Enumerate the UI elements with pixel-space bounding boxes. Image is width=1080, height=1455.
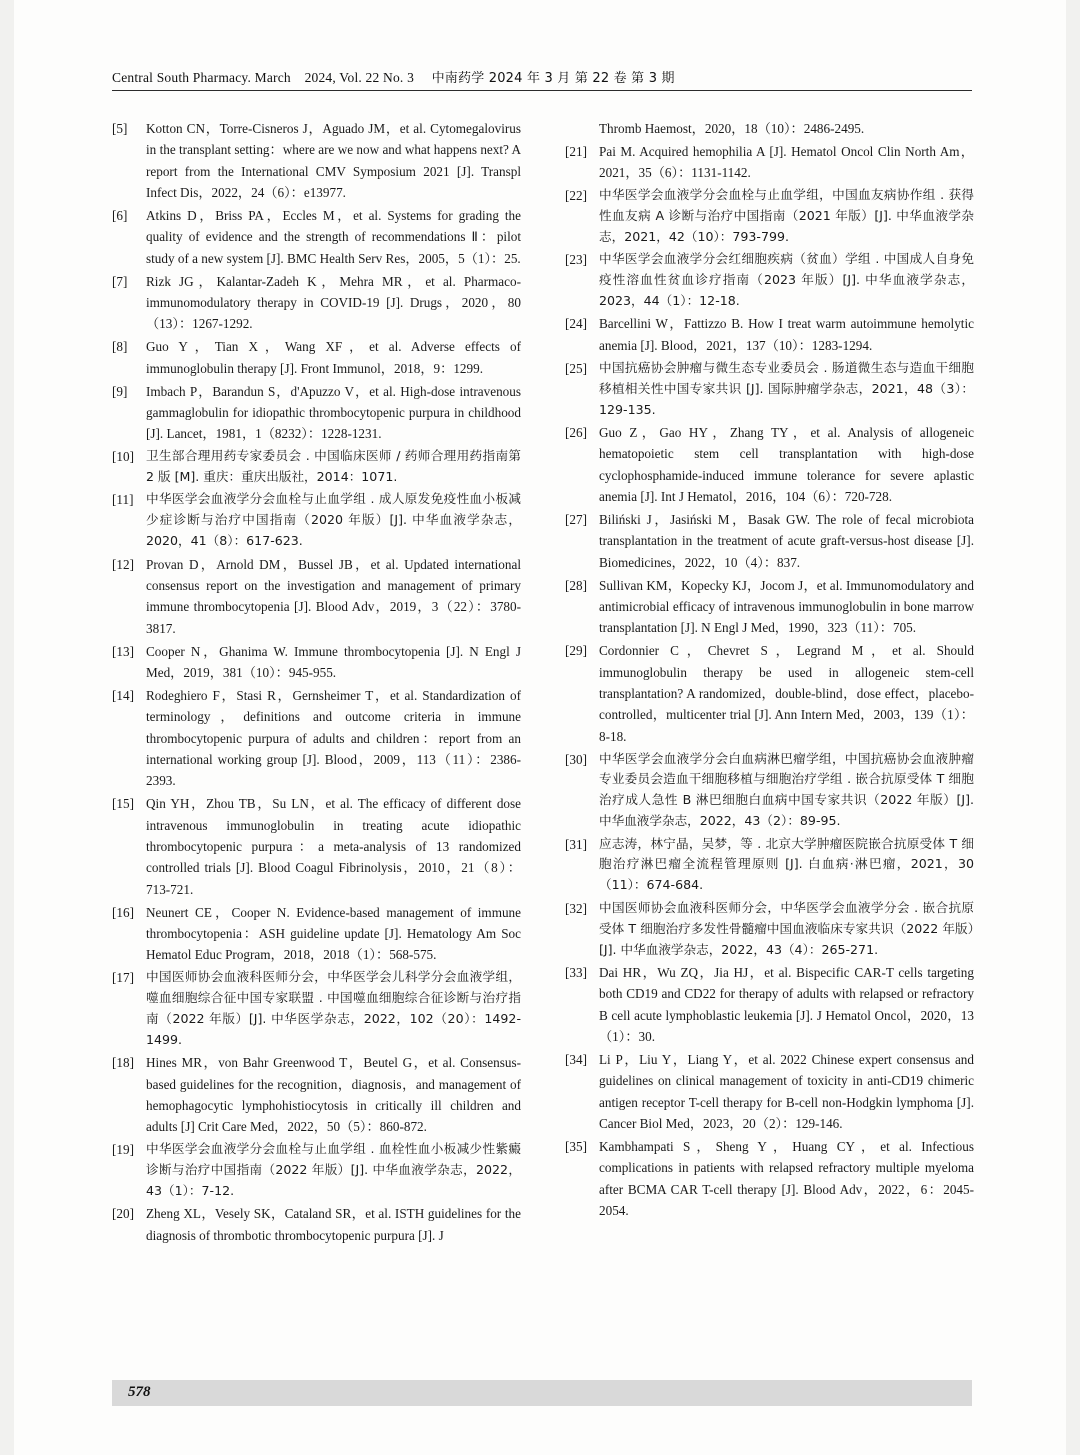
reference-number: [32] <box>565 900 587 916</box>
reference-number: [15] <box>112 796 134 812</box>
reference-item <box>112 1139 521 1202</box>
reference-number: [30] <box>565 751 587 767</box>
reference-item <box>565 422 974 508</box>
reference-text: Thromb Haemost，2020，18（10）：2486-2495. <box>599 121 865 136</box>
reference-item <box>565 898 974 961</box>
reference-text: Dai HR，Wu ZQ，Jia HJ，et al. Bispecific CAR-T cells targeting both CD19 and CD22 for therapy of adults with relapsed or refractory B cell acute lymphoblastic leukemia [J]. J Hematol Oncol，2020，13（1）：30. <box>599 964 974 1045</box>
reference-number: [11] <box>112 492 134 508</box>
reference-text: Sullivan KM，Kopecky KJ，Jocom J，et al. Immunomodulatory and antimicrobial efficacy of intravenous immunoglobulin in bone marrow transplantation [J]. N Engl J Med，1990，323（11）：705. <box>599 577 974 636</box>
reference-number: [13] <box>112 643 134 659</box>
reference-item <box>565 249 974 312</box>
reference-text: 中华医学会血液学分会血栓与止血学组 . 血栓性血小板减少性紫癜诊断与治疗中国指南（2022 年版）[J]. 中华血液学杂志，2022，43（1）：7-12. <box>146 1141 521 1199</box>
reference-number: [6] <box>112 208 128 223</box>
reference-columns <box>112 118 974 1248</box>
page-edge-right <box>1066 0 1080 1455</box>
reference-text: 中国医师协会血液科医师分会，中华医学会血液学分会 . 嵌合抗原受体 T 细胞治疗多发性骨髓瘤中国血液临床专家共识（2022 年版）[J]. 中华血液学杂志，2022，43（4）：265-271. <box>599 899 974 957</box>
reference-number: [31] <box>565 836 587 852</box>
reference-text: 卫生部合理用药专家委员会 . 中国临床医师 / 药师合理用药指南第 2 版 [M]. 重庆：重庆出版社，2014：1071. <box>146 448 521 485</box>
reference-text: 中华医学会血液学分会红细胞疾病（贫血）学组 . 中国成人自身免疫性溶血性贫血诊疗指南（2023 年版）[J]. 中华血液学杂志，2023，44（1）：12-18. <box>599 251 974 309</box>
reference-item <box>112 902 521 966</box>
reference-text: Guo Z，Gao HY，Zhang TY，et al. Analysis of allogeneic hematopoietic stem cell transplantation with high-dose cyclophosphamide-induced immune tolerance for severe aplastic anemia [J]. Int J Hematol，2016，104（6）：720-728. <box>599 424 974 505</box>
reference-item <box>565 1136 974 1222</box>
reference-item <box>565 640 974 747</box>
reference-column-left <box>112 118 521 1248</box>
reference-number: [7] <box>112 273 128 289</box>
reference-text: Li P，Liu Y，Liang Y，et al. 2022 Chinese expert consensus and guidelines on clinical management of toxicity in anti-CD19 chimeric antigen receptor T-cell therapy for B-cell non-Hodgkin lymphoma [J]. Cancer Biol Med，2023，20（2）：129-146. <box>599 1051 974 1132</box>
reference-item <box>112 271 521 335</box>
reference-item <box>112 336 521 379</box>
reference-text: 中国医师协会血液科医师分会，中华医学会儿科学分会血液学组，噬血细胞综合征中国专家联盟 . 中国噬血细胞综合征诊断与治疗指南（2022 年版）[J]. 中华医学杂志，2022，102（20）：1492-1499. <box>146 969 521 1047</box>
reference-text: Zheng XL，Vesely SK，Cataland SR，et al. ISTH guidelines for the diagnosis of thrombotic thrombocytopenic purpura [J]. J <box>146 1206 521 1243</box>
reference-number: [16] <box>112 904 134 920</box>
reference-text: 应志涛，林宁晶，吴梦，等 . 北京大学肿瘤医院嵌合抗原受体 T 细胞治疗淋巴瘤全流程管理原则 [J]. 白血病·淋巴瘤，2021，30（11）：674-684. <box>599 835 974 893</box>
page-edge-left <box>0 0 14 1455</box>
reference-item <box>565 575 974 639</box>
running-header <box>112 66 972 86</box>
reference-text: Imbach P，Barandun S，d'Apuzzo V，et al. High-dose intravenous gammaglobulin for idiopathic thrombocytopenic purpura in childhood [J]. Lancet，1981，1（8232）：1228-1231. <box>146 383 521 442</box>
reference-number: [14] <box>112 687 134 703</box>
reference-item <box>565 749 974 833</box>
reference-item <box>112 1203 521 1246</box>
reference-text: 中国抗癌协会肿瘤与微生态专业委员会 . 肠道微生态与造血干细胞移植相关性中国专家共识 [J]. 国际肿瘤学杂志，2021，48（3）：129-135. <box>599 359 974 417</box>
footer-band <box>112 1380 972 1406</box>
page-number: 578 <box>128 1384 151 1400</box>
reference-item <box>565 962 974 1048</box>
reference-text: Rodeghiero F，Stasi R，Gernsheimer T，et al. Standardization of terminology，definitions and outcome criteria in immune thrombocytopenic purpura of adults and children：report from an international working group [J]. Blood，2009，113（11）：2386-2393. <box>146 687 521 789</box>
reference-text: Rizk JG，Kalantar-Zadeh K，Mehra MR，et al. Pharmaco-immunomodulatory therapy in COVID-19 [J]. Drugs，2020，80（13）：1267-1292. <box>146 273 521 332</box>
reference-number: [23] <box>565 252 587 268</box>
reference-text: Kotton CN，Torre-Cisneros J，Aguado JM，et al. Cytomegalovirus in the transplant setting：where are we now and what happens next? A report from the International CMV Symposium 2021 [J]. Transpl Infect Dis，2022，24（6）：e13977. <box>146 121 521 201</box>
header-divider <box>112 90 972 91</box>
reference-item <box>565 834 974 897</box>
reference-item <box>565 118 974 139</box>
reference-text: Atkins D，Briss PA，Eccles M，et al. Systems for grading the quality of evidence and the strength of recommendations Ⅱ：pilot study of a new system [J]. BMC Health Serv Res，2005，5（1）：25. <box>146 208 521 266</box>
reference-number: [10] <box>112 449 134 465</box>
reference-number: [17] <box>112 970 134 986</box>
reference-text: Cordonnier C，Chevret S，Legrand M，et al. Should immunoglobulin therapy be used in allogeneic stem-cell transplantation? A randomized，double-blind，dose effect，placebo-controlled，multicenter trial [J]. Ann Intern Med，2003，139（1）：8-18. <box>599 643 974 744</box>
reference-item <box>565 358 974 421</box>
reference-item <box>112 685 521 792</box>
reference-number: [20] <box>112 1206 134 1222</box>
reference-text: Hines MR，von Bahr Greenwood T，Beutel G，et al. Consensus-based guidelines for the recognition，diagnosis，and management of hemophagocytic lymphohistiocytosis in critically ill children and adults [J] Crit Care Med，2022，50（5）：860-872. <box>146 1055 521 1135</box>
reference-number: [33] <box>565 964 587 980</box>
reference-text: 中华医学会血液学分会血栓与止血学组 . 成人原发免疫性血小板减少症诊断与治疗中国指南（2020 年版）[J]. 中华血液学杂志，2020，41（8）：617-623. <box>146 491 521 549</box>
reference-number: [35] <box>565 1138 587 1154</box>
reference-number: [12] <box>112 556 134 572</box>
running-header-chinese: 中南药学 2024 年 3 月 第 22 卷 第 3 期 <box>431 71 675 86</box>
reference-item <box>565 1049 974 1135</box>
reference-text: Neunert CE，Cooper N. Evidence-based management of immune thrombocytopenia：ASH guideline update [J]. Hematology Am Soc Hematol Educ Program，2018，2018（1）：568-575. <box>146 904 521 963</box>
reference-number: [8] <box>112 339 128 355</box>
reference-text: Barcellini W，Fattizzo B. How I treat warm autoimmune hemolytic anemia [J]. Blood，2021，137（10）：1283-1294. <box>599 316 974 353</box>
reference-number: [18] <box>112 1055 134 1071</box>
reference-item <box>565 313 974 356</box>
reference-item <box>565 141 974 184</box>
reference-text: Pai M. Acquired hemophilia A [J]. Hematol Oncol Clin North Am，2021，35（6）：1131-1142. <box>599 143 974 181</box>
reference-column-right <box>565 118 974 1248</box>
reference-number: [25] <box>565 360 587 376</box>
reference-number: [27] <box>565 511 587 527</box>
reference-text: Kambhampati S，Sheng Y，Huang CY，et al. Infectious complications in patients with relapsed refractory multiple myeloma after BCMA CAR T-cell therapy [J]. Blood Adv，2022，6：2045-2054. <box>599 1138 974 1219</box>
reference-number: [28] <box>565 577 587 593</box>
reference-text: 中华医学会血液学分会白血病淋巴瘤学组，中国抗癌协会血液肿瘤专业委员会造血干细胞移植与细胞治疗学组 . 嵌合抗原受体 T 细胞治疗成人急性 B 淋巴细胞白血病中国专家共识（2022 年版）[J]. 中华血液学杂志，2022，43（2）：89-95. <box>599 750 974 829</box>
reference-number: [29] <box>565 643 587 659</box>
reference-number: [21] <box>565 143 587 159</box>
reference-item <box>112 554 521 640</box>
reference-text: Qin YH，Zhou TB，Su LN，et al. The efficacy of different dose intravenous immunoglobulin in treating acute idiopathic thrombocytopenic purpura：a meta-analysis of 13 randomized controlled trials [J]. Blood Coagul Fibrinolysis，2010，21（8）：713-721. <box>146 796 521 897</box>
reference-number: [34] <box>565 1051 587 1067</box>
reference-item <box>112 381 521 445</box>
reference-number: [19] <box>112 1142 134 1158</box>
reference-number: [5] <box>112 121 128 136</box>
reference-item <box>112 1052 521 1138</box>
reference-text: Biliński J，Jasiński M，Basak GW. The role of fecal microbiota transplantation in the treatment of acute graft-versus-host disease [J]. Biomedicines，2022，10（4）：837. <box>599 511 974 570</box>
reference-item <box>112 489 521 552</box>
reference-item <box>112 967 521 1051</box>
reference-text: Provan D，Arnold DM，Bussel JB，et al. Updated international consensus report on the investigation and management of primary immune thrombocytopenia [J]. Blood Adv，2019，3（22）：3780-3817. <box>146 556 521 636</box>
reference-item <box>112 205 521 269</box>
reference-text: Guo Y，Tian X，Wang XF，et al. Adverse effects of immunoglobulin therapy [J]. Front Immunol，2018，9：1299. <box>146 339 521 376</box>
reference-item <box>565 509 974 573</box>
reference-item <box>112 118 521 204</box>
reference-number: [9] <box>112 383 128 399</box>
reference-text: 中华医学会血液学分会血栓与止血学组，中国血友病协作组 . 获得性血友病 A 诊断与治疗中国指南（2021 年版）[J]. 中华血液学杂志，2021，42（10）：793-799. <box>599 187 974 244</box>
reference-item <box>112 793 521 900</box>
reference-number: [24] <box>565 316 587 332</box>
reference-item <box>112 446 521 488</box>
reference-item <box>565 185 974 248</box>
reference-text: Cooper N，Ghanima W. Immune thrombocytopenia [J]. N Engl J Med，2019，381（10）：945-955. <box>146 643 521 680</box>
running-header-english: Central South Pharmacy. March 2024, Vol. 22 No. 3 <box>112 70 415 85</box>
reference-number: [26] <box>565 424 587 440</box>
reference-number: [22] <box>565 188 587 204</box>
reference-number <box>565 118 599 139</box>
reference-item <box>112 641 521 684</box>
